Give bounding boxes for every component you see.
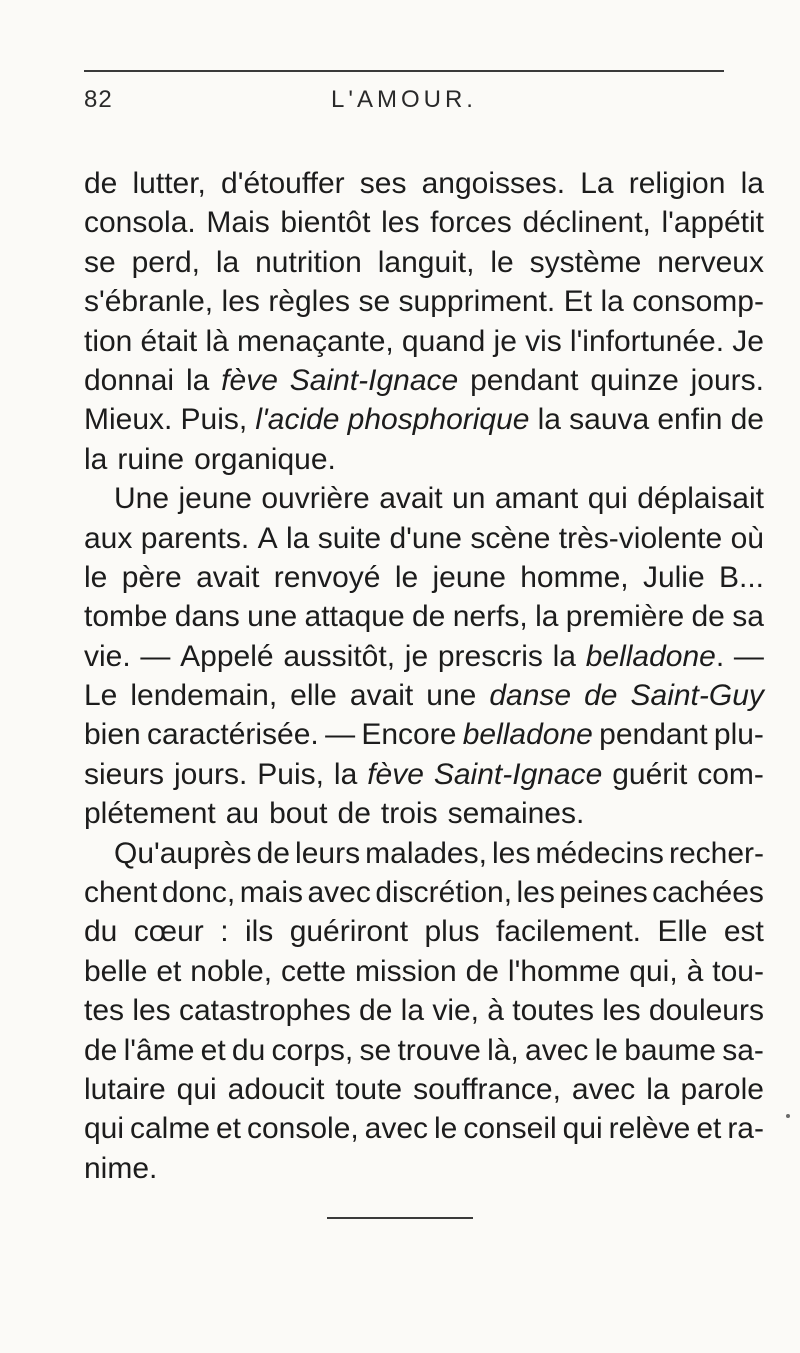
text-line: nime. — [84, 1151, 158, 1185]
text-line: de l'âme et du corps, se trouve là, avec le baume sa- — [84, 1033, 764, 1067]
text-line: Qu'auprès de leurs malades, les médecins recher- — [114, 836, 764, 870]
text-line: lutaire qui adoucit toute souffrance, avec la parole — [84, 1072, 764, 1106]
text-line: tombe dans une attaque de nerfs, la première de sa — [84, 600, 764, 634]
running-title: L'AMOUR. — [331, 86, 477, 113]
text-line: de lutter, d'étouffer ses angoisses. La religion la — [84, 167, 764, 200]
page-number: 82 — [84, 86, 113, 113]
text-line: qui calme et console, avec le conseil qui relève et ra- — [84, 1112, 764, 1146]
body-text — [84, 164, 764, 1188]
text-line: aux parents. A la suite d'une scène très-violente où — [84, 521, 764, 555]
text-line: bien caractérisée. — Encore belladone pendant plu- — [84, 718, 764, 752]
text-line: vie. — Appelé aussitôt, je prescris la belladone. — — [84, 639, 764, 673]
text-line: du cœur : ils guériront plus facilement. Elle est — [84, 915, 764, 949]
text-line: sieurs jours. Puis, la fève Saint-Ignace guérit com- — [84, 757, 764, 791]
text-line: Une jeune ouvrière avait un amant qui déplaisait — [114, 482, 764, 516]
text-line: chent donc, mais avec discrétion, les peines cachées — [84, 876, 764, 910]
text-line: s'ébranle, les règles se suppriment. Et la consomp- — [84, 285, 764, 319]
text-line: consola. Mais bientôt les forces déclinent, l'appétit — [84, 206, 764, 240]
text-line: Le lendemain, elle avait une danse de Saint-Guy — [84, 679, 764, 713]
text-line: la ruine organique. — [84, 442, 336, 476]
text-line: tion était là menaçante, quand je vis l'infortunée. Je — [84, 324, 764, 358]
margin-speck — [786, 1114, 790, 1118]
text-line: plétement au bout de trois semaines. — [84, 797, 585, 831]
end-rule — [327, 1217, 473, 1219]
text-line: donnai la fève Saint-Ignace pendant quinze jours. — [84, 363, 764, 397]
text-line: belle et noble, cette mission de l'homme qui, à tou- — [84, 954, 764, 988]
text-line: se perd, la nutrition languit, le système nerveux — [84, 245, 764, 279]
text-line: Mieux. Puis, l'acide phosphorique la sauva enfin de — [84, 403, 764, 437]
page-header — [84, 70, 724, 134]
text-line: le père avait renvoyé le jeune homme, Julie B... — [84, 560, 764, 594]
text-line: tes les catastrophes de la vie, à toutes les douleurs — [84, 994, 764, 1028]
